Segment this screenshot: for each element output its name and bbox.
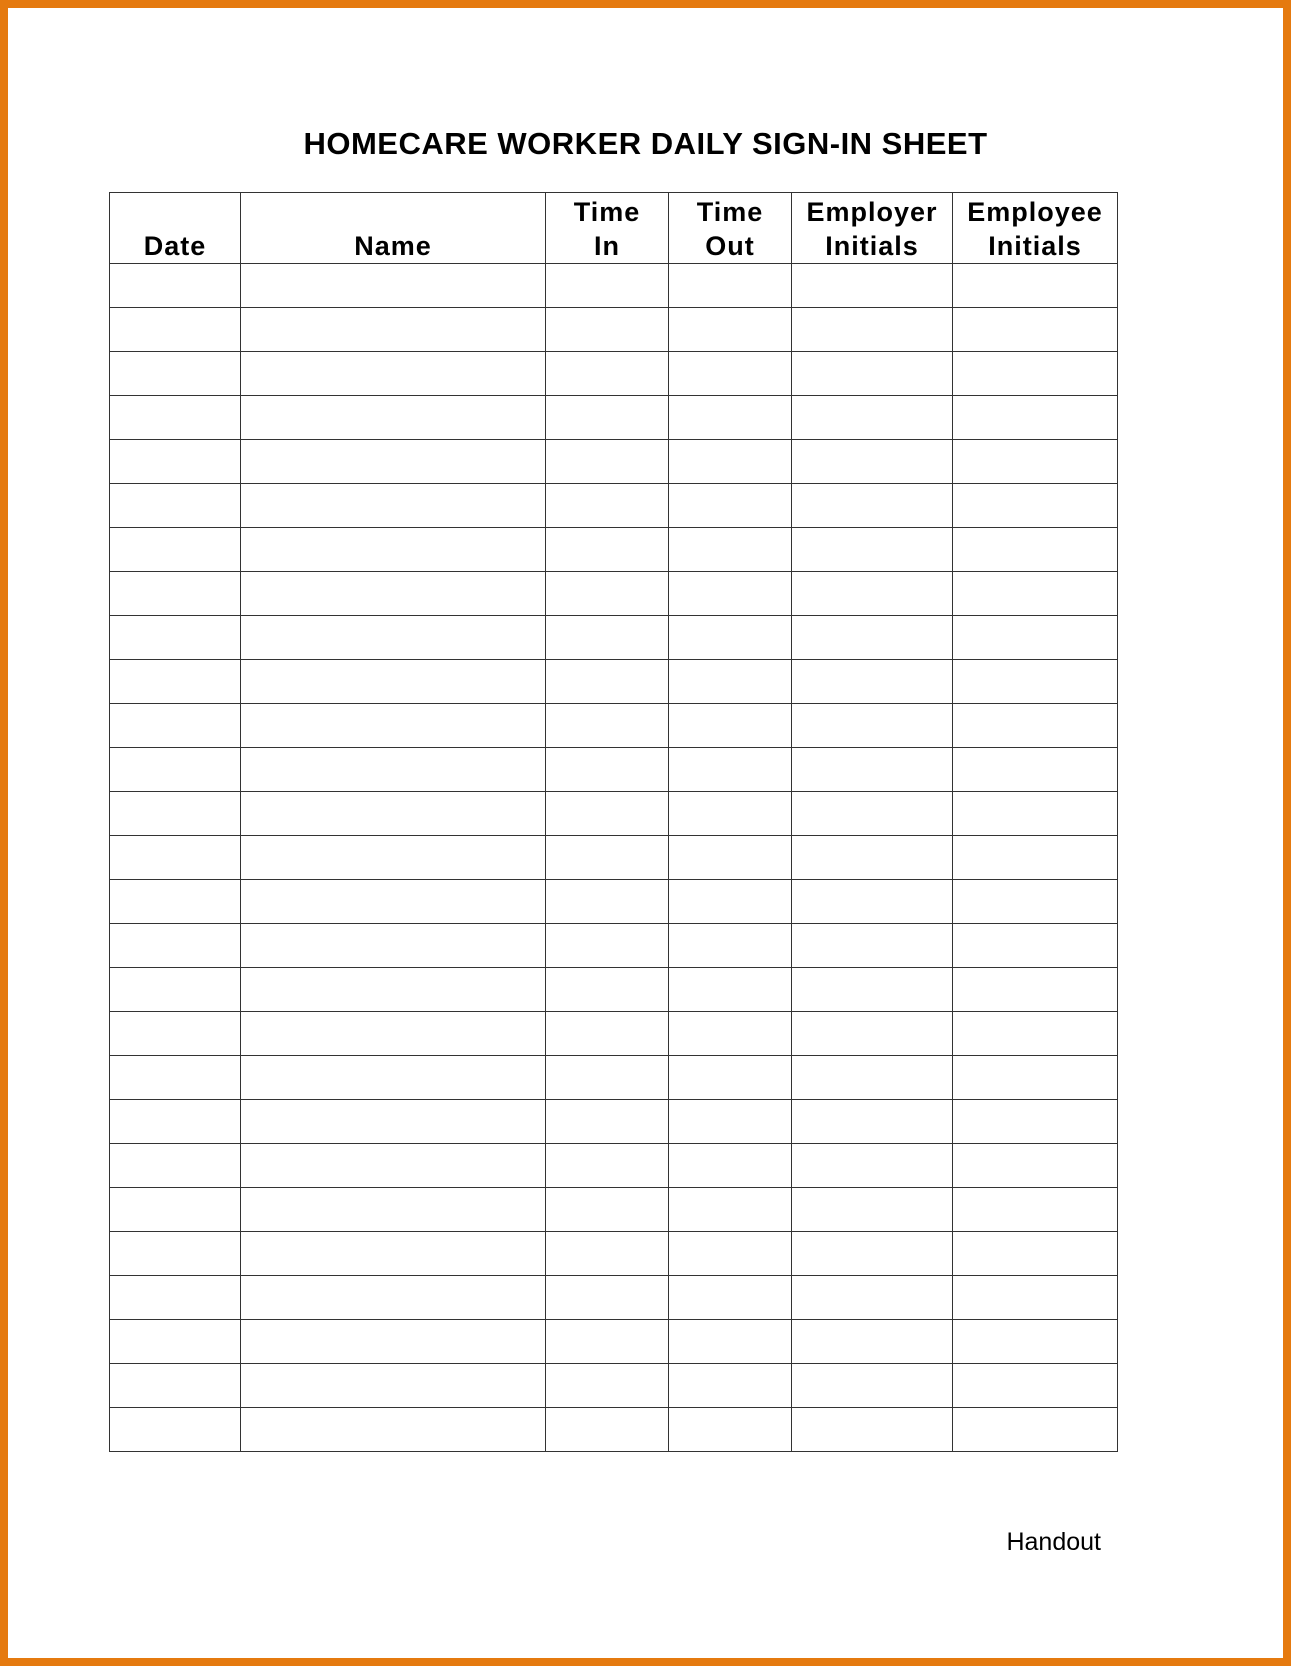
table-cell[interactable]	[546, 484, 669, 528]
table-cell[interactable]	[792, 484, 953, 528]
table-cell[interactable]	[953, 1364, 1118, 1408]
table-cell[interactable]	[546, 704, 669, 748]
table-cell[interactable]	[669, 528, 792, 572]
table-cell[interactable]	[669, 1012, 792, 1056]
table-cell[interactable]	[241, 1144, 546, 1188]
table-cell[interactable]	[953, 924, 1118, 968]
table-cell[interactable]	[241, 528, 546, 572]
table-cell[interactable]	[241, 1408, 546, 1452]
table-row	[110, 528, 1118, 572]
table-cell[interactable]	[792, 1364, 953, 1408]
table-cell[interactable]	[546, 264, 669, 308]
table-cell[interactable]	[669, 748, 792, 792]
footer-label: Handout	[1006, 1528, 1101, 1556]
table-cell[interactable]	[241, 704, 546, 748]
table-cell[interactable]	[110, 352, 241, 396]
table-cell[interactable]	[241, 792, 546, 836]
table-cell[interactable]	[110, 968, 241, 1012]
table-row	[110, 484, 1118, 528]
table-cell[interactable]	[110, 1276, 241, 1320]
table-row	[110, 1144, 1118, 1188]
header-date: Date	[110, 193, 241, 264]
table-cell[interactable]	[546, 352, 669, 396]
table-cell[interactable]	[669, 660, 792, 704]
table-cell[interactable]	[110, 1012, 241, 1056]
table-cell[interactable]	[241, 396, 546, 440]
table-cell[interactable]	[110, 1232, 241, 1276]
table-cell[interactable]	[110, 396, 241, 440]
table-cell[interactable]	[669, 880, 792, 924]
table-cell[interactable]	[669, 440, 792, 484]
table-cell[interactable]	[669, 616, 792, 660]
header-time-out: Time Out	[669, 193, 792, 264]
table-cell[interactable]	[546, 1276, 669, 1320]
table-cell[interactable]	[546, 1232, 669, 1276]
table-row	[110, 1100, 1118, 1144]
table-cell[interactable]	[241, 1012, 546, 1056]
header-employer-initials: Employer Initials	[792, 193, 953, 264]
sign-in-table	[109, 192, 1118, 1452]
table-row	[110, 660, 1118, 704]
table-cell[interactable]	[241, 308, 546, 352]
table-row	[110, 836, 1118, 880]
table-cell[interactable]	[953, 352, 1118, 396]
table-cell[interactable]	[669, 704, 792, 748]
table-row	[110, 440, 1118, 484]
table-cell[interactable]	[953, 308, 1118, 352]
table-cell[interactable]	[110, 616, 241, 660]
table-row	[110, 616, 1118, 660]
table-cell[interactable]	[546, 748, 669, 792]
table-cell[interactable]	[792, 660, 953, 704]
table-cell[interactable]	[546, 1188, 669, 1232]
table-cell[interactable]	[953, 440, 1118, 484]
header-employee-initials: Employee Initials	[953, 193, 1118, 264]
table-cell[interactable]	[669, 484, 792, 528]
table-cell[interactable]	[792, 1408, 953, 1452]
table-row	[110, 396, 1118, 440]
table-cell[interactable]	[546, 440, 669, 484]
table-cell[interactable]	[546, 924, 669, 968]
table-cell[interactable]	[792, 1188, 953, 1232]
table-cell[interactable]	[953, 1188, 1118, 1232]
table-cell[interactable]	[546, 528, 669, 572]
table-cell[interactable]	[669, 792, 792, 836]
table-row	[110, 308, 1118, 352]
table-cell[interactable]	[241, 924, 546, 968]
table-cell[interactable]	[110, 1364, 241, 1408]
table-cell[interactable]	[546, 1408, 669, 1452]
table-cell[interactable]	[241, 1056, 546, 1100]
table-row	[110, 1012, 1118, 1056]
table-cell[interactable]	[669, 1056, 792, 1100]
table-cell[interactable]	[953, 616, 1118, 660]
table-cell[interactable]	[669, 1320, 792, 1364]
table-cell[interactable]	[110, 792, 241, 836]
table-cell[interactable]	[241, 1320, 546, 1364]
table-cell[interactable]	[792, 968, 953, 1012]
table-row	[110, 1364, 1118, 1408]
table-cell[interactable]	[669, 836, 792, 880]
table-cell[interactable]	[953, 1320, 1118, 1364]
table-cell[interactable]	[546, 836, 669, 880]
table-cell[interactable]	[792, 1232, 953, 1276]
table-row	[110, 968, 1118, 1012]
table-cell[interactable]	[669, 1364, 792, 1408]
table-cell[interactable]	[669, 352, 792, 396]
table-cell[interactable]	[669, 1100, 792, 1144]
table-cell[interactable]	[792, 1276, 953, 1320]
table-cell[interactable]	[953, 528, 1118, 572]
table-row	[110, 352, 1118, 396]
table-cell[interactable]	[792, 616, 953, 660]
table-cell[interactable]	[546, 792, 669, 836]
table-cell[interactable]	[953, 836, 1118, 880]
table-cell[interactable]	[241, 1188, 546, 1232]
table-row	[110, 1408, 1118, 1452]
table-cell[interactable]	[953, 572, 1118, 616]
table-row	[110, 792, 1118, 836]
table-cell[interactable]	[110, 264, 241, 308]
table-cell[interactable]	[546, 1012, 669, 1056]
table-cell[interactable]	[669, 924, 792, 968]
table-cell[interactable]	[546, 880, 669, 924]
table-row	[110, 1232, 1118, 1276]
table-cell[interactable]	[546, 1144, 669, 1188]
table-row	[110, 572, 1118, 616]
table-cell[interactable]	[792, 836, 953, 880]
table-cell[interactable]	[792, 1012, 953, 1056]
table-row	[110, 924, 1118, 968]
table-row	[110, 704, 1118, 748]
header-time-in: Time In	[546, 193, 669, 264]
table-cell[interactable]	[792, 352, 953, 396]
table-cell[interactable]	[241, 572, 546, 616]
table-cell[interactable]	[792, 748, 953, 792]
table-cell[interactable]	[546, 1100, 669, 1144]
table-cell[interactable]	[953, 880, 1118, 924]
table-cell[interactable]	[110, 528, 241, 572]
table-cell[interactable]	[669, 264, 792, 308]
table-cell[interactable]	[792, 924, 953, 968]
table-cell[interactable]	[792, 440, 953, 484]
table-row	[110, 748, 1118, 792]
table-cell[interactable]	[546, 1364, 669, 1408]
table-cell[interactable]	[110, 660, 241, 704]
table-cell[interactable]	[792, 308, 953, 352]
table-cell[interactable]	[792, 704, 953, 748]
table-cell[interactable]	[241, 1276, 546, 1320]
table-cell[interactable]	[241, 352, 546, 396]
table-cell[interactable]	[953, 1100, 1118, 1144]
table-cell[interactable]	[792, 396, 953, 440]
table-cell[interactable]	[110, 880, 241, 924]
table-cell[interactable]	[953, 968, 1118, 1012]
table-cell[interactable]	[241, 1364, 546, 1408]
table-cell[interactable]	[110, 1408, 241, 1452]
table-cell[interactable]	[669, 1232, 792, 1276]
table-cell[interactable]	[241, 748, 546, 792]
table-cell[interactable]	[669, 572, 792, 616]
table-cell[interactable]	[110, 440, 241, 484]
table-cell[interactable]	[110, 1100, 241, 1144]
table-cell[interactable]	[953, 1012, 1118, 1056]
table-cell[interactable]	[110, 748, 241, 792]
table-cell[interactable]	[110, 704, 241, 748]
table-row	[110, 1320, 1118, 1364]
table-cell[interactable]	[669, 968, 792, 1012]
table-cell[interactable]	[110, 924, 241, 968]
table-cell[interactable]	[792, 1056, 953, 1100]
table-cell[interactable]	[792, 1320, 953, 1364]
table-cell[interactable]	[953, 704, 1118, 748]
table-cell[interactable]	[792, 528, 953, 572]
table-cell[interactable]	[669, 1188, 792, 1232]
table-cell[interactable]	[953, 396, 1118, 440]
table-cell[interactable]	[110, 1144, 241, 1188]
table-cell[interactable]	[546, 616, 669, 660]
table-cell[interactable]	[546, 1320, 669, 1364]
table-cell[interactable]	[792, 792, 953, 836]
table-cell[interactable]	[953, 660, 1118, 704]
table-cell[interactable]	[953, 748, 1118, 792]
table-row	[110, 1188, 1118, 1232]
table-row	[110, 1276, 1118, 1320]
table-cell[interactable]	[546, 968, 669, 1012]
table-cell[interactable]	[241, 440, 546, 484]
table-cell[interactable]	[546, 308, 669, 352]
table-cell[interactable]	[110, 1320, 241, 1364]
table-cell[interactable]	[546, 660, 669, 704]
table-cell[interactable]	[241, 660, 546, 704]
table-cell[interactable]	[792, 1144, 953, 1188]
table-cell[interactable]	[546, 396, 669, 440]
table-body	[110, 264, 1118, 1452]
table-cell[interactable]	[241, 264, 546, 308]
table-row	[110, 264, 1118, 308]
table-cell[interactable]	[953, 792, 1118, 836]
table-cell[interactable]	[669, 396, 792, 440]
table-cell[interactable]	[953, 484, 1118, 528]
table-cell[interactable]	[669, 308, 792, 352]
table-cell[interactable]	[110, 484, 241, 528]
table-cell[interactable]	[241, 968, 546, 1012]
table-cell[interactable]	[953, 1232, 1118, 1276]
table-cell[interactable]	[792, 572, 953, 616]
table-cell[interactable]	[110, 1056, 241, 1100]
table-cell[interactable]	[669, 1408, 792, 1452]
table-cell[interactable]	[241, 1232, 546, 1276]
table-cell[interactable]	[953, 1276, 1118, 1320]
table-cell[interactable]	[792, 880, 953, 924]
table-cell[interactable]	[241, 836, 546, 880]
table-cell[interactable]	[241, 616, 546, 660]
table-cell[interactable]	[792, 1100, 953, 1144]
table-cell[interactable]	[110, 572, 241, 616]
table-cell[interactable]	[546, 1056, 669, 1100]
table-row	[110, 880, 1118, 924]
page-title: HOMECARE WORKER DAILY SIGN-IN SHEET	[303, 126, 988, 161]
table-cell[interactable]	[110, 1188, 241, 1232]
table-cell[interactable]	[110, 308, 241, 352]
table-cell[interactable]	[792, 264, 953, 308]
table-cell[interactable]	[953, 1056, 1118, 1100]
table-cell[interactable]	[241, 1100, 546, 1144]
table-cell[interactable]	[953, 1144, 1118, 1188]
table-cell[interactable]	[669, 1276, 792, 1320]
header-row	[110, 193, 1118, 264]
table-cell[interactable]	[669, 1144, 792, 1188]
table-cell[interactable]	[241, 484, 546, 528]
table-cell[interactable]	[953, 1408, 1118, 1452]
table-cell[interactable]	[953, 264, 1118, 308]
table-cell[interactable]	[241, 880, 546, 924]
table-cell[interactable]	[110, 836, 241, 880]
header-name: Name	[241, 193, 546, 264]
table-cell[interactable]	[546, 572, 669, 616]
table-row	[110, 1056, 1118, 1100]
